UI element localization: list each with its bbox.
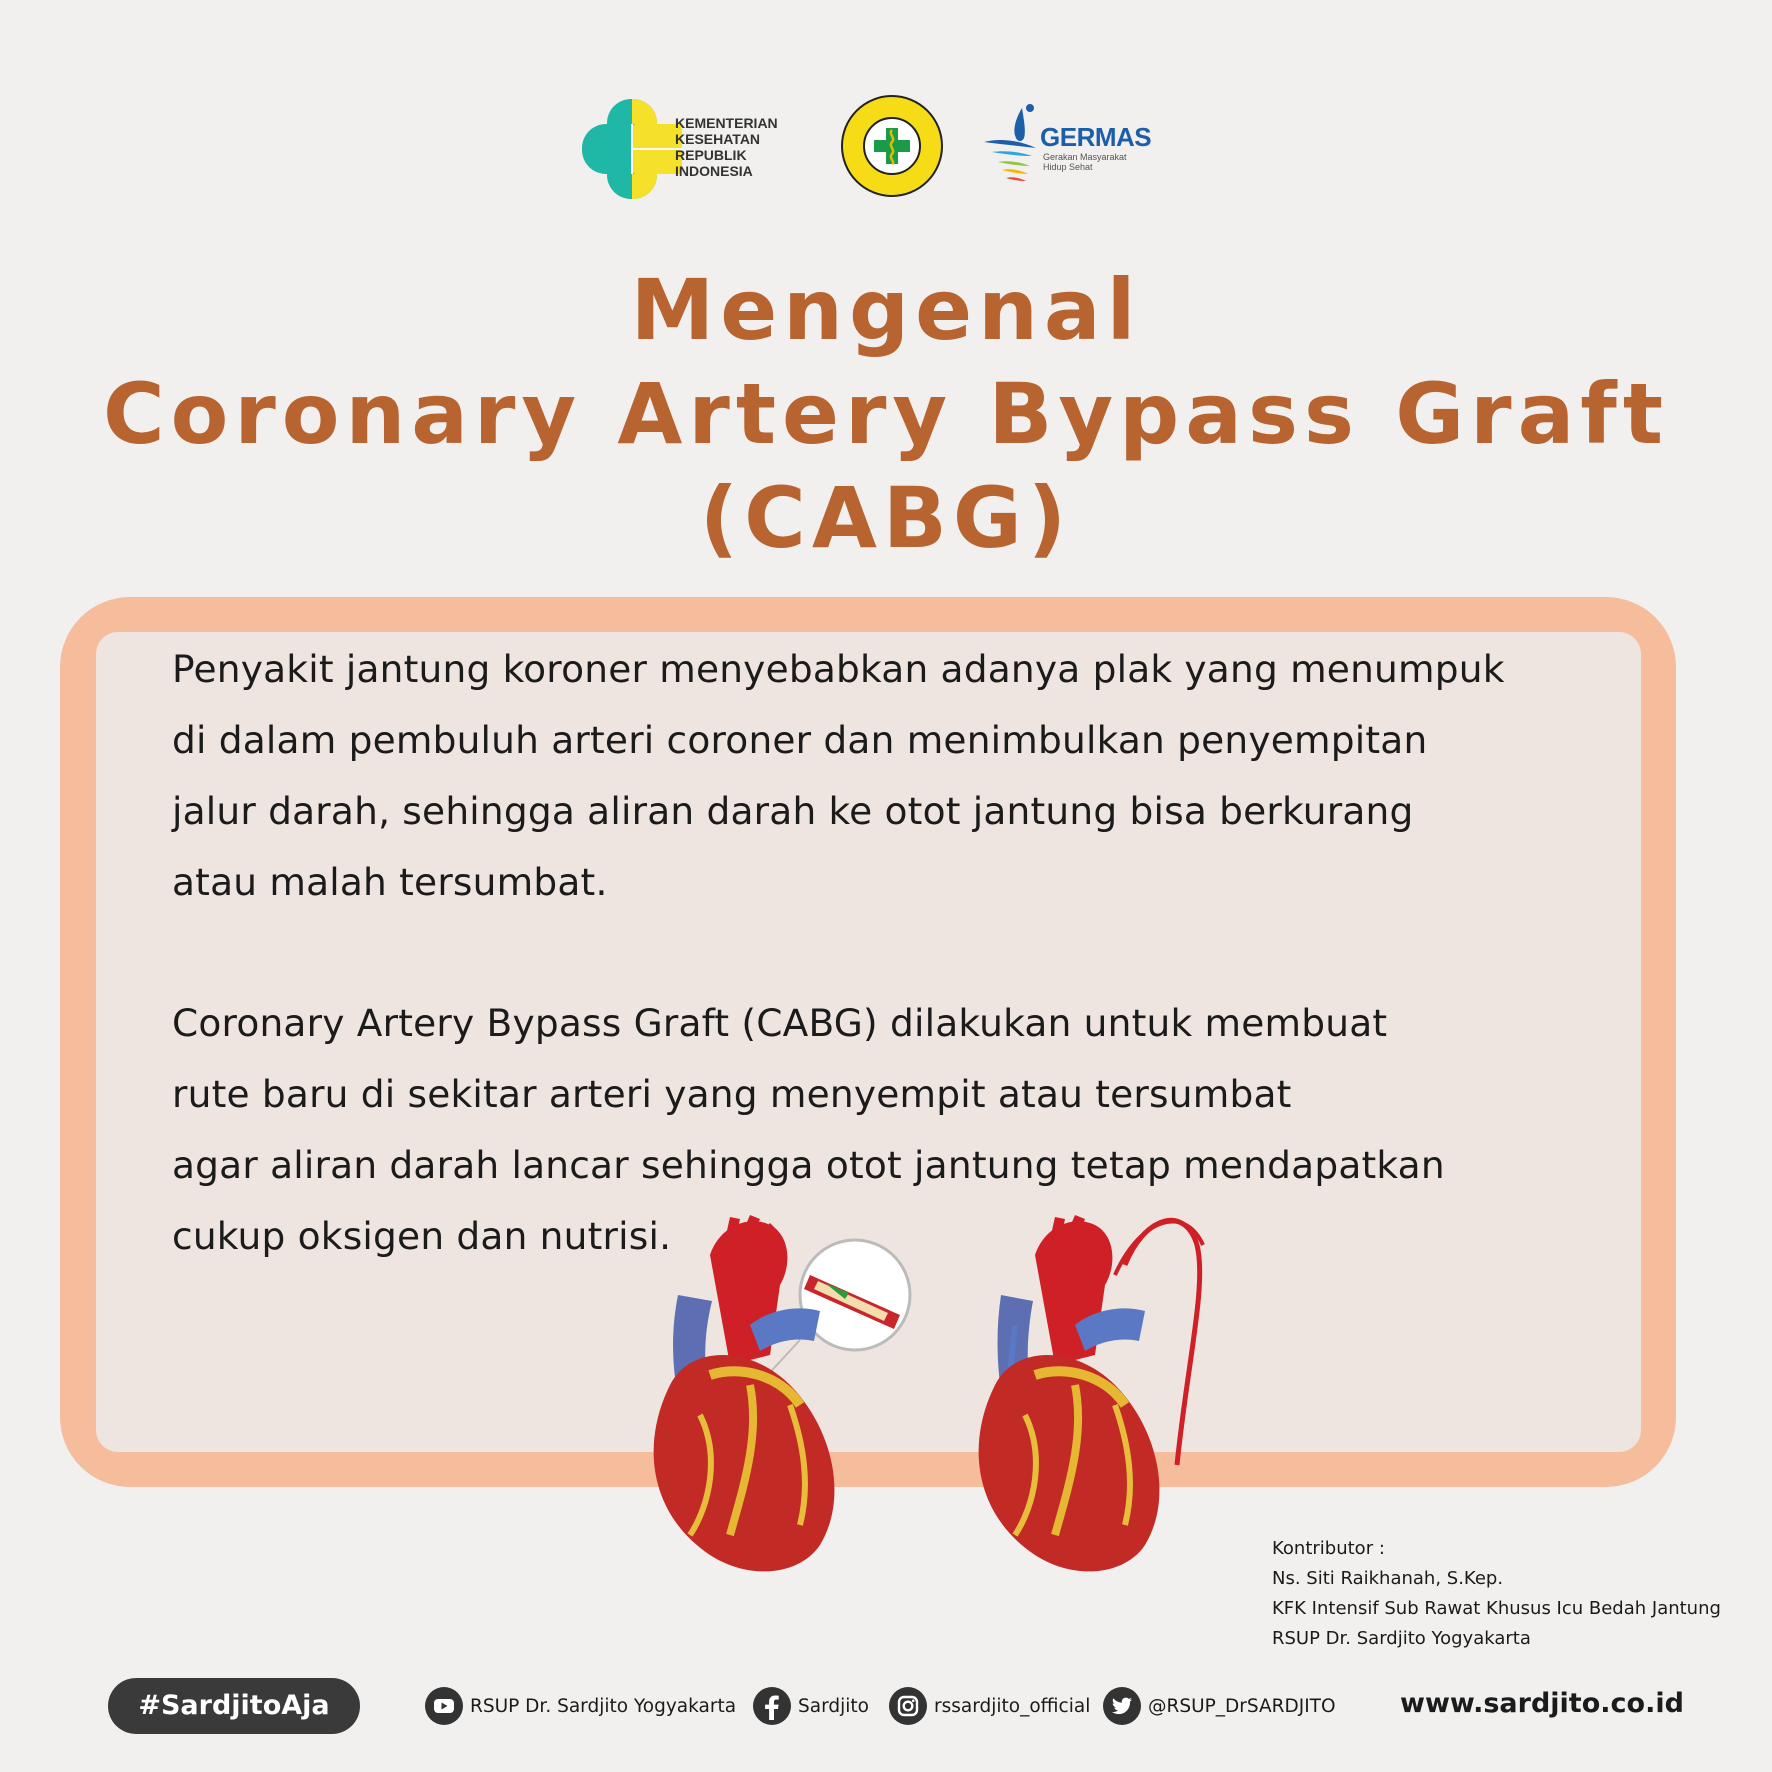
youtube-icon [424, 1686, 464, 1726]
paragraph-line: rute baru di sekitar arteri yang menyempit atau tersumbat [172, 1072, 1292, 1116]
contributor-heading: Kontributor : [1272, 1538, 1385, 1559]
kemenkes-wordmark [675, 115, 778, 179]
paragraph-line: jalur darah, sehingga aliran darah ke otot jantung bisa berkurang [172, 789, 1414, 833]
germas-sub-line: Gerakan Masyarakat [1043, 152, 1127, 162]
social-label: Sardjito [798, 1695, 869, 1717]
social-label: RSUP Dr. Sardjito Yogyakarta [470, 1695, 737, 1717]
paragraph-line: cukup oksigen dan nutrisi. [172, 1214, 672, 1258]
paragraph-line: Penyakit jantung koroner menyebabkan adanya plak yang menumpuk [172, 647, 1505, 691]
title-line: Mengenal [630, 261, 1142, 359]
contributor-line: RSUP Dr. Sardjito Yogyakarta [1272, 1628, 1531, 1649]
title-line: (CABG) [699, 469, 1073, 567]
heart-blocked-artery-icon [640, 1215, 940, 1585]
social-label: rssardjito_official [934, 1695, 1091, 1717]
paragraph-line: di dalam pembuluh arteri coroner dan menimbulkan penyempitan [172, 718, 1428, 762]
contributor-block [1272, 1534, 1721, 1654]
kemenkes-line: KESEHATAN [675, 131, 761, 147]
germas-sub-line: Hidup Sehat [1043, 162, 1093, 172]
hashtag-badge: #SardjitoAja [108, 1678, 360, 1734]
title-line: Coronary Artery Bypass Graft [103, 365, 1669, 463]
page-title [0, 258, 1772, 570]
paragraph-line: Coronary Artery Bypass Graft (CABG) dilakukan untuk membuat [172, 1001, 1388, 1045]
rsup-seal-icon [838, 92, 946, 200]
social-label: @RSUP_DrSARDJITO [1148, 1695, 1336, 1717]
kemenkes-line: REPUBLIK [675, 147, 747, 163]
social-youtube[interactable] [424, 1686, 736, 1726]
paragraph-line: atau malah tersumbat. [172, 860, 608, 904]
heart-bypass-graft-icon [975, 1205, 1235, 1575]
instagram-icon [888, 1686, 928, 1726]
facebook-icon [752, 1686, 792, 1726]
germas-title: GERMAS [1040, 122, 1152, 152]
contributor-line: KFK Intensif Sub Rawat Khusus Icu Bedah Jantung [1272, 1598, 1721, 1619]
contributor-line: Ns. Siti Raikhanah, S.Kep. [1272, 1568, 1504, 1589]
website-link[interactable]: www.sardjito.co.id [1400, 1688, 1684, 1719]
twitter-icon [1102, 1686, 1142, 1726]
kemenkes-line: INDONESIA [675, 163, 753, 179]
social-twitter[interactable] [1102, 1686, 1336, 1726]
paragraph-intro [172, 634, 1632, 918]
kemenkes-line: KEMENTERIAN [675, 115, 778, 131]
paragraph-line: agar aliran darah lancar sehingga otot jantung tetap mendapatkan [172, 1143, 1445, 1187]
social-facebook[interactable] [752, 1686, 869, 1726]
social-instagram[interactable] [888, 1686, 1090, 1726]
germas-subtitle [1043, 152, 1127, 172]
